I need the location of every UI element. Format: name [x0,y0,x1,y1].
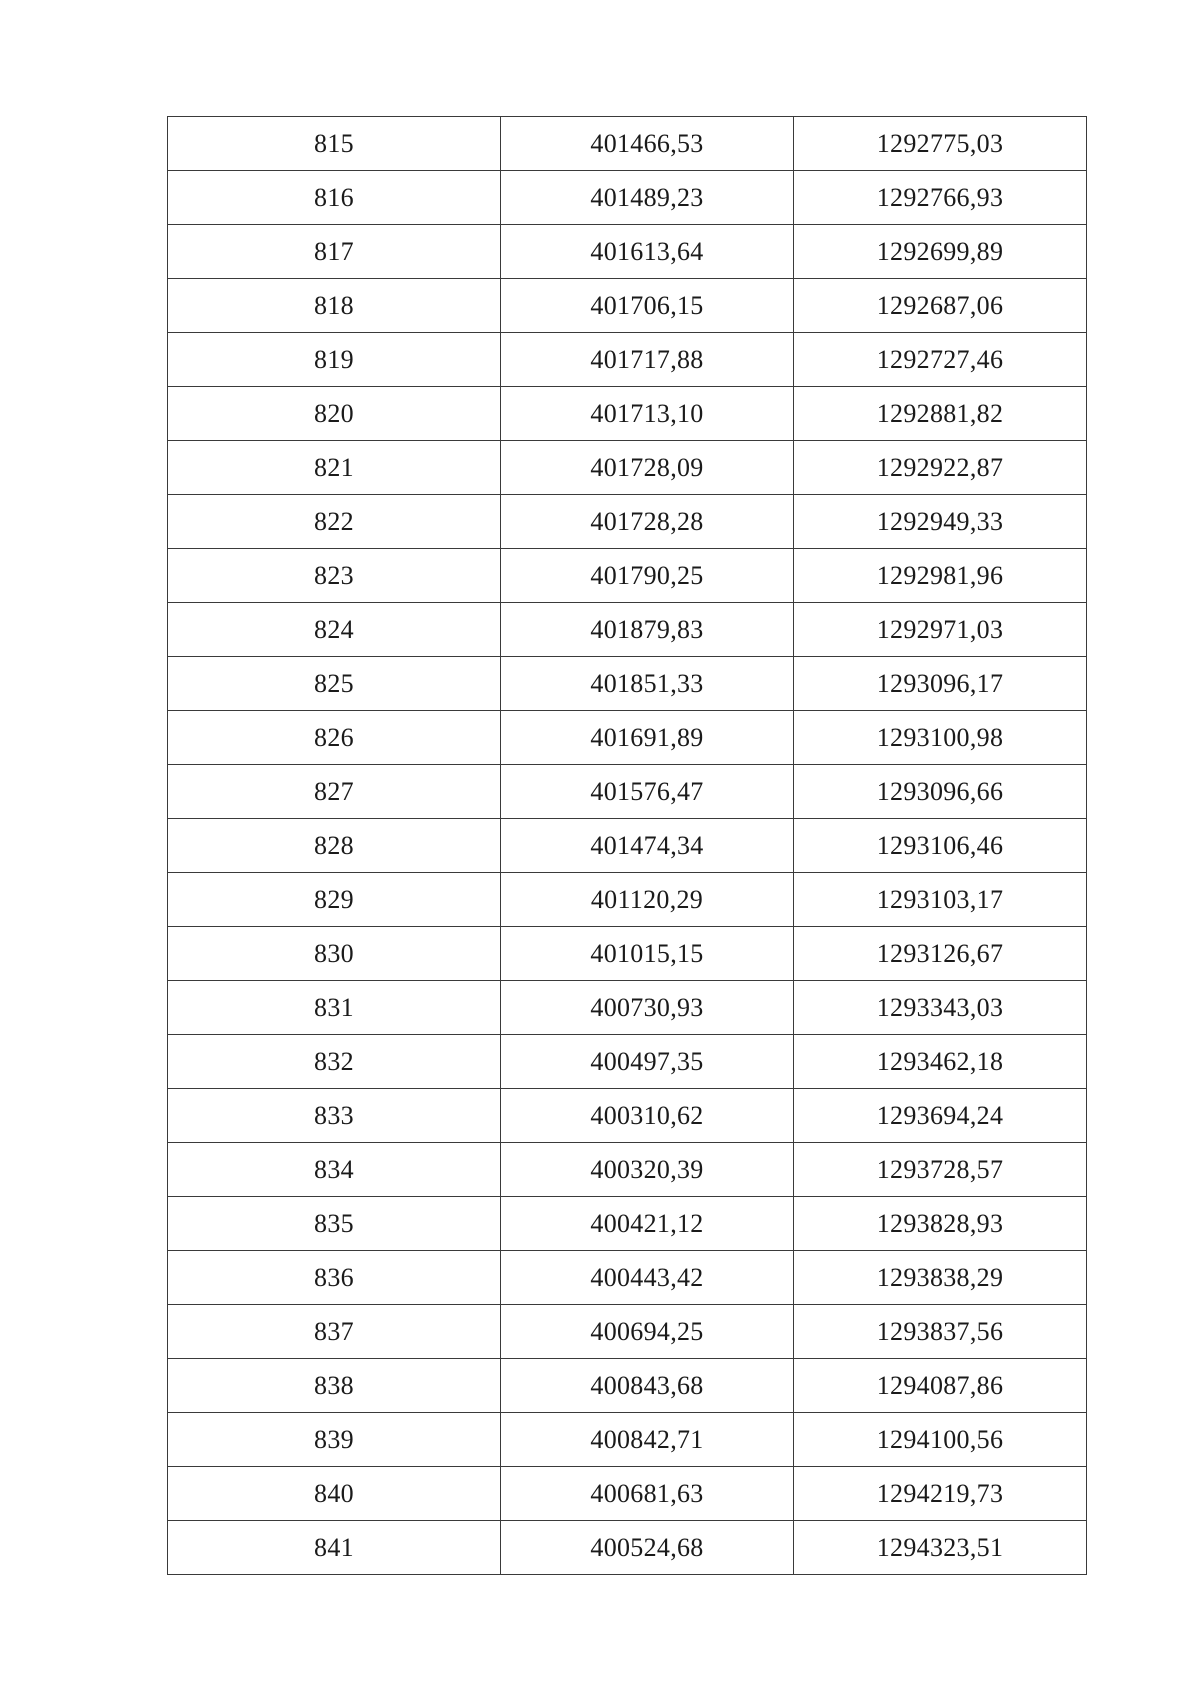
point-number-cell: 829 [168,873,501,927]
y-coordinate-cell: 1293100,98 [794,711,1087,765]
point-number-cell: 836 [168,1251,501,1305]
point-number-cell: 830 [168,927,501,981]
table-row [168,711,1087,765]
point-number-cell: 819 [168,333,501,387]
x-coordinate-cell: 400310,62 [501,1089,794,1143]
y-coordinate-cell: 1292699,89 [794,225,1087,279]
x-coordinate-cell: 401851,33 [501,657,794,711]
table-row [168,333,1087,387]
x-coordinate-cell: 400320,39 [501,1143,794,1197]
coordinates-table [167,116,1087,1575]
y-coordinate-cell: 1293106,46 [794,819,1087,873]
x-coordinate-cell: 400681,63 [501,1467,794,1521]
point-number-cell: 835 [168,1197,501,1251]
table-row [168,495,1087,549]
y-coordinate-cell: 1293694,24 [794,1089,1087,1143]
table-row [168,1251,1087,1305]
y-coordinate-cell: 1294323,51 [794,1521,1087,1575]
y-coordinate-cell: 1292971,03 [794,603,1087,657]
table-row [168,1413,1087,1467]
point-number-cell: 837 [168,1305,501,1359]
point-number-cell: 840 [168,1467,501,1521]
x-coordinate-cell: 400843,68 [501,1359,794,1413]
point-number-cell: 821 [168,441,501,495]
point-number-cell: 816 [168,171,501,225]
point-number-cell: 818 [168,279,501,333]
y-coordinate-cell: 1293096,66 [794,765,1087,819]
y-coordinate-cell: 1294100,56 [794,1413,1087,1467]
table-row [168,1089,1087,1143]
table-row [168,1143,1087,1197]
x-coordinate-cell: 401120,29 [501,873,794,927]
x-coordinate-cell: 401713,10 [501,387,794,441]
point-number-cell: 817 [168,225,501,279]
x-coordinate-cell: 401790,25 [501,549,794,603]
table-row [168,927,1087,981]
point-number-cell: 826 [168,711,501,765]
table-row [168,117,1087,171]
table-row [168,279,1087,333]
y-coordinate-cell: 1292981,96 [794,549,1087,603]
x-coordinate-cell: 400694,25 [501,1305,794,1359]
y-coordinate-cell: 1293837,56 [794,1305,1087,1359]
y-coordinate-cell: 1293838,29 [794,1251,1087,1305]
y-coordinate-cell: 1292922,87 [794,441,1087,495]
point-number-cell: 841 [168,1521,501,1575]
table-row [168,1035,1087,1089]
y-coordinate-cell: 1293828,93 [794,1197,1087,1251]
point-number-cell: 838 [168,1359,501,1413]
x-coordinate-cell: 401717,88 [501,333,794,387]
table-row [168,1467,1087,1521]
point-number-cell: 822 [168,495,501,549]
point-number-cell: 831 [168,981,501,1035]
y-coordinate-cell: 1292949,33 [794,495,1087,549]
table-row [168,225,1087,279]
table-row [168,441,1087,495]
point-number-cell: 827 [168,765,501,819]
x-coordinate-cell: 400730,93 [501,981,794,1035]
point-number-cell: 824 [168,603,501,657]
y-coordinate-cell: 1293103,17 [794,873,1087,927]
table-row [168,387,1087,441]
x-coordinate-cell: 401015,15 [501,927,794,981]
point-number-cell: 820 [168,387,501,441]
x-coordinate-cell: 401576,47 [501,765,794,819]
y-coordinate-cell: 1292687,06 [794,279,1087,333]
y-coordinate-cell: 1292766,93 [794,171,1087,225]
table-row [168,873,1087,927]
point-number-cell: 832 [168,1035,501,1089]
point-number-cell: 834 [168,1143,501,1197]
table-row [168,765,1087,819]
table-row [168,171,1087,225]
y-coordinate-cell: 1292727,46 [794,333,1087,387]
y-coordinate-cell: 1293728,57 [794,1143,1087,1197]
point-number-cell: 823 [168,549,501,603]
point-number-cell: 833 [168,1089,501,1143]
table-row [168,1197,1087,1251]
table-row [168,1359,1087,1413]
table-row [168,1521,1087,1575]
table-row [168,549,1087,603]
table-row [168,819,1087,873]
x-coordinate-cell: 401466,53 [501,117,794,171]
table-row [168,603,1087,657]
x-coordinate-cell: 401728,28 [501,495,794,549]
y-coordinate-cell: 1292881,82 [794,387,1087,441]
x-coordinate-cell: 401706,15 [501,279,794,333]
x-coordinate-cell: 400842,71 [501,1413,794,1467]
point-number-cell: 825 [168,657,501,711]
x-coordinate-cell: 401691,89 [501,711,794,765]
x-coordinate-cell: 401879,83 [501,603,794,657]
x-coordinate-cell: 400497,35 [501,1035,794,1089]
point-number-cell: 839 [168,1413,501,1467]
y-coordinate-cell: 1293462,18 [794,1035,1087,1089]
x-coordinate-cell: 400421,12 [501,1197,794,1251]
table-row [168,1305,1087,1359]
x-coordinate-cell: 401489,23 [501,171,794,225]
y-coordinate-cell: 1293096,17 [794,657,1087,711]
x-coordinate-cell: 400443,42 [501,1251,794,1305]
table-row [168,981,1087,1035]
point-number-cell: 828 [168,819,501,873]
y-coordinate-cell: 1294219,73 [794,1467,1087,1521]
x-coordinate-cell: 401613,64 [501,225,794,279]
table-row [168,657,1087,711]
x-coordinate-cell: 400524,68 [501,1521,794,1575]
y-coordinate-cell: 1294087,86 [794,1359,1087,1413]
y-coordinate-cell: 1292775,03 [794,117,1087,171]
point-number-cell: 815 [168,117,501,171]
y-coordinate-cell: 1293343,03 [794,981,1087,1035]
coordinates-table-body [168,117,1087,1575]
x-coordinate-cell: 401728,09 [501,441,794,495]
y-coordinate-cell: 1293126,67 [794,927,1087,981]
x-coordinate-cell: 401474,34 [501,819,794,873]
